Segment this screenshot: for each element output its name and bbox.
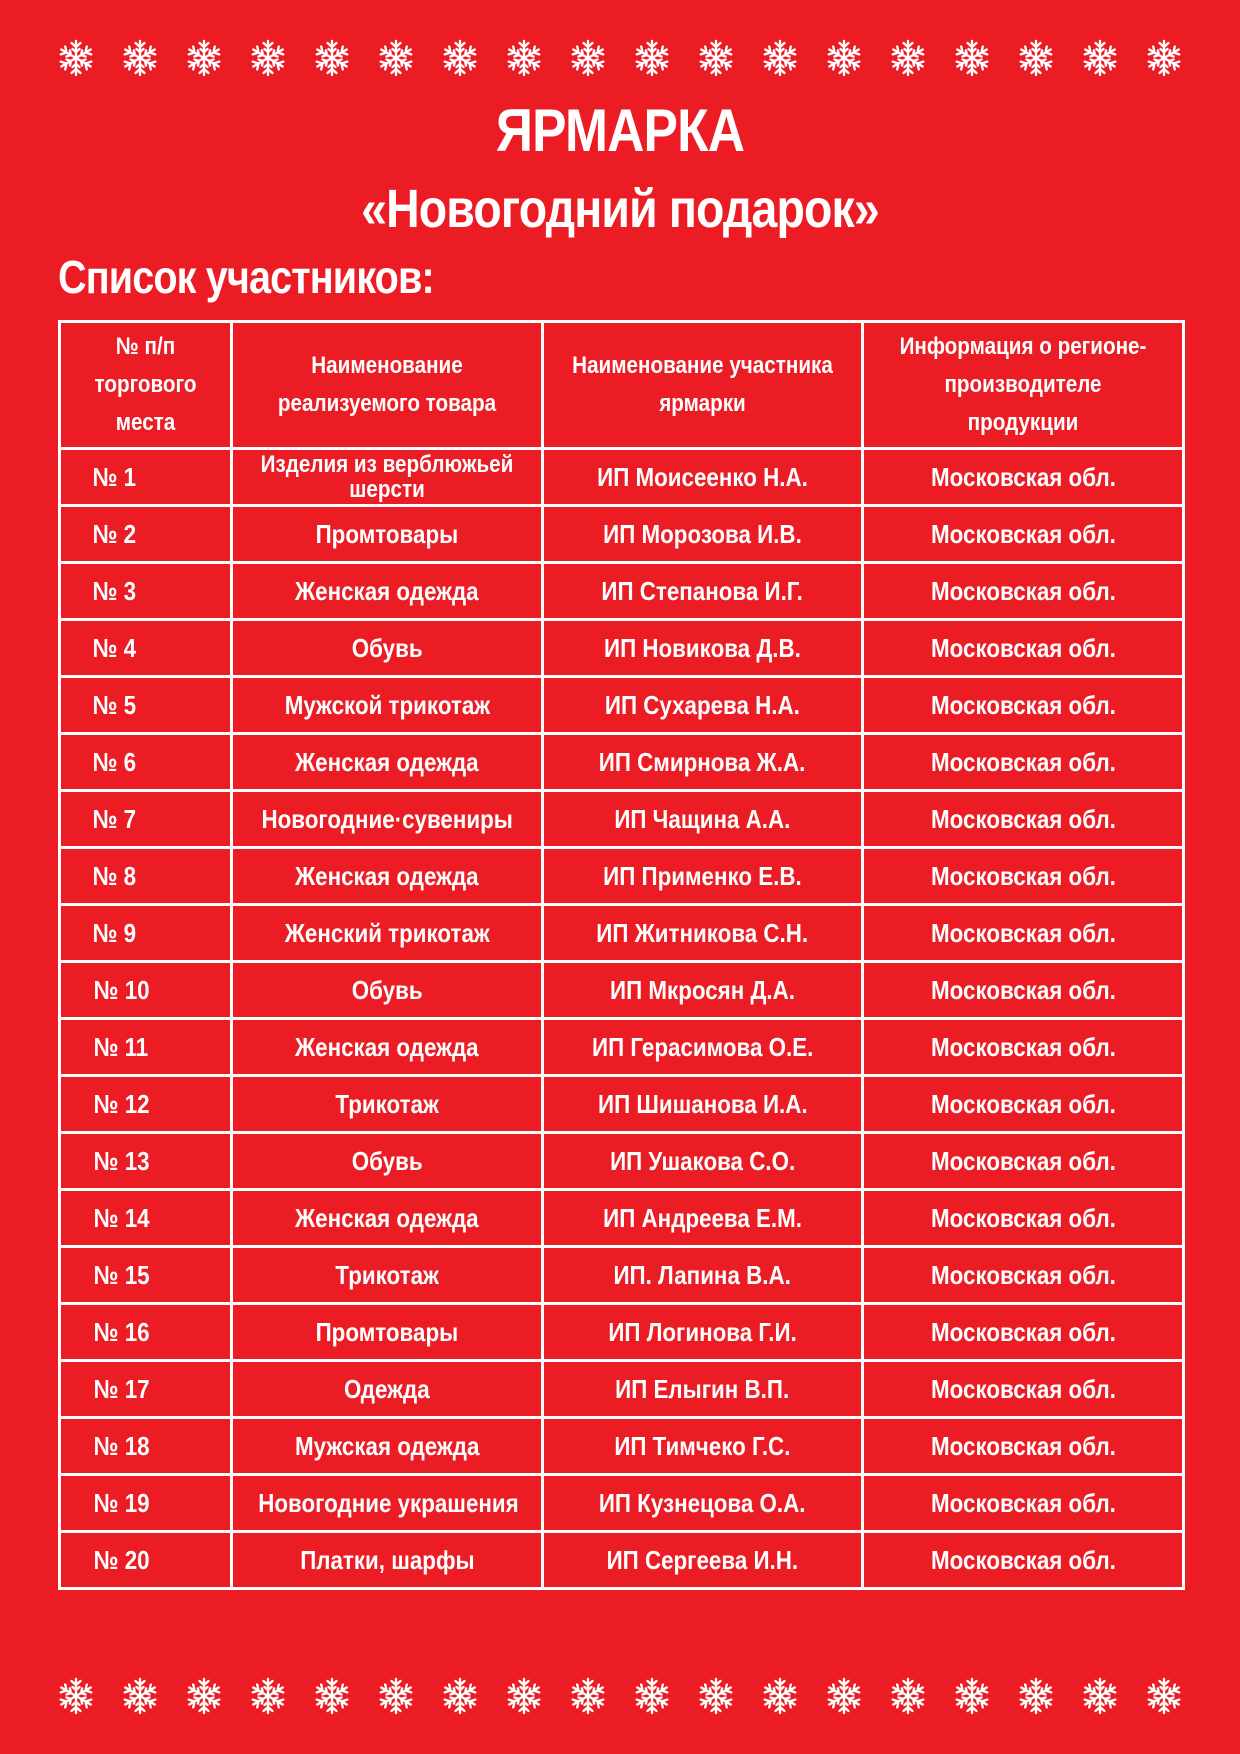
cell-region: Московская обл. [863,449,1184,506]
snowflake-icon [888,1676,928,1716]
table-row [60,1247,1184,1304]
cell-participant: ИП Андреева Е.М. [543,1190,863,1247]
table-body [60,449,1184,1589]
cell-product: Мужской трикотаж [232,677,543,734]
snowflake-icon [632,1676,672,1716]
table-row [60,1361,1184,1418]
cell-place-number: № 10 [60,962,232,1019]
snowflake-icon [696,1676,736,1716]
cell-place-number: № 19 [60,1475,232,1532]
cell-product: Обувь [232,1133,543,1190]
table-row [60,1475,1184,1532]
cell-region: Московская обл. [863,1532,1184,1589]
snowflake-icon [1080,1676,1120,1716]
participants-table [58,320,1185,1590]
cell-place-number: № 16 [60,1304,232,1361]
cell-participant: ИП Сергеева И.Н. [543,1532,863,1589]
cell-product: Изделия из верблюжьей шерсти [232,449,543,506]
cell-participant: ИП Новикова Д.В. [543,620,863,677]
cell-region: Московская обл. [863,1361,1184,1418]
list-heading: Список участников: [58,251,434,303]
snowflake-icon [1016,38,1056,78]
snowflake-icon [120,1676,160,1716]
cell-region: Московская обл. [863,1133,1184,1190]
cell-place-number: № 13 [60,1133,232,1190]
cell-participant: ИП Морозова И.В. [543,506,863,563]
snowflake-icon [184,1676,224,1716]
cell-place-number: № 3 [60,563,232,620]
cell-region: Московская обл. [863,1304,1184,1361]
header-product: Наименование реализуемого товара [232,322,543,449]
cell-product: Мужская одежда [232,1418,543,1475]
snowflake-icon [1016,1676,1056,1716]
snowflake-icon [1144,1676,1184,1716]
table-row [60,563,1184,620]
cell-participant: ИП Логинова Г.И. [543,1304,863,1361]
table-row [60,1418,1184,1475]
snowflake-border-top [56,36,1184,80]
header-region: Информация о регионе-производителе продукции [863,322,1184,449]
cell-participant: ИП. Лапина В.А. [543,1247,863,1304]
cell-product: Одежда [232,1361,543,1418]
cell-region: Московская обл. [863,1190,1184,1247]
cell-product: Женская одежда [232,1190,543,1247]
snowflake-icon [824,1676,864,1716]
cell-place-number: № 7 [60,791,232,848]
page-title: ЯРМАРКА [495,97,745,164]
table-row [60,962,1184,1019]
cell-region: Московская обл. [863,677,1184,734]
cell-place-number: № 17 [60,1361,232,1418]
snowflake-icon [184,38,224,78]
cell-place-number: № 9 [60,905,232,962]
cell-product: Женская одежда [232,563,543,620]
cell-region: Московская обл. [863,1418,1184,1475]
table-header-row [60,322,1184,449]
cell-place-number: № 15 [60,1247,232,1304]
snowflake-icon [1080,38,1120,78]
cell-place-number: № 6 [60,734,232,791]
snowflake-icon [568,38,608,78]
table-row [60,620,1184,677]
cell-participant: ИП Моисеенко Н.А. [543,449,863,506]
snowflake-icon [504,1676,544,1716]
cell-region: Московская обл. [863,506,1184,563]
cell-product: Промтовары [232,506,543,563]
cell-product: Платки, шарфы [232,1532,543,1589]
cell-region: Московская обл. [863,962,1184,1019]
cell-place-number: № 11 [60,1019,232,1076]
table-row [60,734,1184,791]
cell-place-number: № 5 [60,677,232,734]
cell-region: Московская обл. [863,734,1184,791]
cell-place-number: № 8 [60,848,232,905]
snowflake-icon [952,38,992,78]
cell-participant: ИП Ушакова С.О. [543,1133,863,1190]
snowflake-icon [440,38,480,78]
cell-place-number: № 2 [60,506,232,563]
cell-product: Женская одежда [232,1019,543,1076]
header-participant: Наименование участника ярмарки [543,322,863,449]
cell-participant: ИП Применко Е.В. [543,848,863,905]
table-row [60,449,1184,506]
snowflake-icon [504,38,544,78]
snowflake-icon [760,1676,800,1716]
snowflake-icon [696,38,736,78]
snowflake-icon [312,38,352,78]
snowflake-border-bottom [56,1674,1184,1718]
table-row [60,1304,1184,1361]
snowflake-icon [312,1676,352,1716]
snowflake-icon [888,38,928,78]
snowflake-icon [952,1676,992,1716]
cell-product: Промтовары [232,1304,543,1361]
snowflake-icon [376,1676,416,1716]
snowflake-icon [568,1676,608,1716]
cell-place-number: № 18 [60,1418,232,1475]
cell-product: Новогодние·сувениры [232,791,543,848]
cell-region: Московская обл. [863,848,1184,905]
cell-product: Новогодние украшения [232,1475,543,1532]
cell-participant: ИП Елыгин В.П. [543,1361,863,1418]
table-row [60,791,1184,848]
snowflake-icon [632,38,672,78]
page-subtitle: «Новогодний подарок» [361,179,879,239]
cell-product: Трикотаж [232,1247,543,1304]
snowflake-icon [760,38,800,78]
snowflake-icon [248,1676,288,1716]
cell-region: Московская обл. [863,1076,1184,1133]
cell-region: Московская обл. [863,905,1184,962]
table-row [60,848,1184,905]
table-row [60,1133,1184,1190]
cell-participant: ИП Герасимова О.Е. [543,1019,863,1076]
cell-region: Московская обл. [863,791,1184,848]
cell-region: Московская обл. [863,1247,1184,1304]
cell-place-number: № 4 [60,620,232,677]
table-row [60,1190,1184,1247]
snowflake-icon [56,38,96,78]
snowflake-icon [248,38,288,78]
cell-participant: ИП Чащина А.А. [543,791,863,848]
cell-place-number: № 1 [60,449,232,506]
cell-participant: ИП Шишанова И.А. [543,1076,863,1133]
snowflake-icon [824,38,864,78]
table-row [60,1532,1184,1589]
cell-place-number: № 20 [60,1532,232,1589]
cell-product: Обувь [232,962,543,1019]
cell-participant: ИП Смирнова Ж.А. [543,734,863,791]
cell-participant: ИП Мкросян Д.А. [543,962,863,1019]
cell-participant: ИП Сухарева Н.А. [543,677,863,734]
cell-product: Женская одежда [232,734,543,791]
snowflake-icon [56,1676,96,1716]
cell-place-number: № 12 [60,1076,232,1133]
snowflake-icon [440,1676,480,1716]
cell-region: Московская обл. [863,1019,1184,1076]
cell-region: Московская обл. [863,1475,1184,1532]
cell-region: Московская обл. [863,563,1184,620]
table-row [60,506,1184,563]
table-row [60,1019,1184,1076]
cell-product: Женская одежда [232,848,543,905]
cell-participant: ИП Кузнецова О.А. [543,1475,863,1532]
cell-product: Женский трикотаж [232,905,543,962]
snowflake-icon [1144,38,1184,78]
cell-product: Обувь [232,620,543,677]
cell-product: Трикотаж [232,1076,543,1133]
snowflake-icon [376,38,416,78]
cell-participant: ИП Житникова С.Н. [543,905,863,962]
header-place-number: № п/п торгового места [60,322,232,449]
cell-participant: ИП Тимчеко Г.С. [543,1418,863,1475]
cell-participant: ИП Степанова И.Г. [543,563,863,620]
cell-region: Московская обл. [863,620,1184,677]
table-row [60,1076,1184,1133]
table-row [60,677,1184,734]
table-row [60,905,1184,962]
snowflake-icon [120,38,160,78]
cell-place-number: № 14 [60,1190,232,1247]
